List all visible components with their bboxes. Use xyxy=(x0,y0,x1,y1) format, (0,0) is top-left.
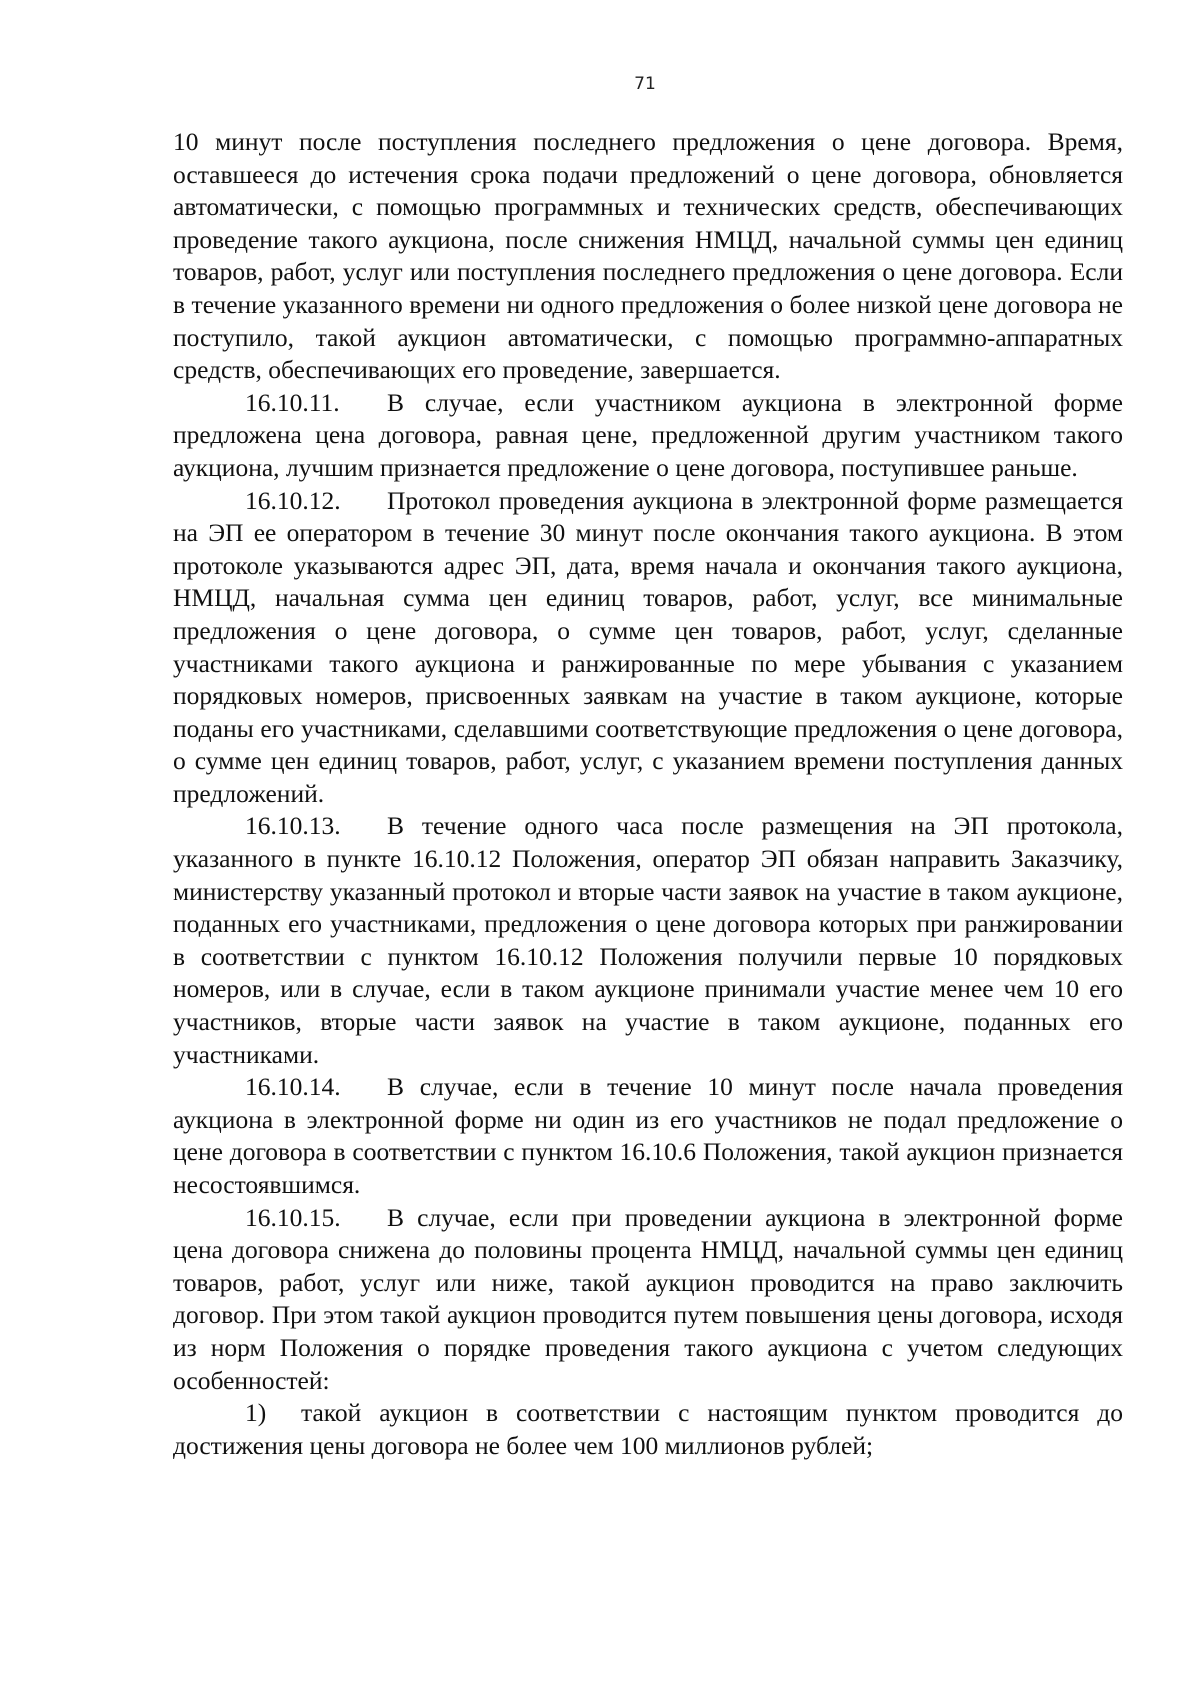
clause-16-10-11 xyxy=(173,387,1123,485)
clause-number: 16.10.14. xyxy=(245,1072,341,1102)
document-body xyxy=(173,126,1123,1462)
clause-text: Протокол проведения аукциона в электронной форме размещается на ЭП ее оператором в течение 30 минут после окончания такого аукциона. В этом протоколе указываются адрес ЭП, дата, время начала и окончания такого аукциона, НМЦД, начальная сумма цен единиц товаров, работ, услуг, все минимальные предложения о цене договора, о сумме цен товаров, работ, услуг, сделанные участниками такого аукциона и ранжированные по мере убывания с указанием порядковых номеров, присвоенных заявкам на участие в таком аукционе, которые поданы его участниками, сделавшими соответствующие предложения о цене договора, о сумме цен единиц товаров, работ, услуг, с указанием времени поступления данных предложений. xyxy=(173,485,1123,808)
clause-16-10-15 xyxy=(173,1202,1123,1398)
page-number: 71 xyxy=(634,74,656,94)
clause-16-10-14 xyxy=(173,1071,1123,1201)
clause-16-10-12 xyxy=(173,485,1123,811)
clause-text: В случае, если в течение 10 минут после начала проведения аукциона в электронной форме ни один из его участников не подал предложение о цене договора в соответствии с пунктом 16.10.6 Положения, такой аукцион признается несостоявшимся. xyxy=(173,1072,1123,1199)
clause-number: 16.10.12. xyxy=(245,485,341,515)
clause-number: 16.10.11. xyxy=(245,387,340,417)
clause-text: В случае, если участником аукциона в электронной форме предложена цена договора, равная цене, предложенной другим участником такого аукциона, лучшим признается предложение о цене договора, поступившее раньше. xyxy=(173,387,1123,482)
clause-16-10-13 xyxy=(173,810,1123,1071)
clause-text: В течение одного часа после размещения на ЭП протокола, указанного в пункте 16.10.12 Положения, оператор ЭП обязан направить Заказчику, министерству указанный протокол и вторые части заявок на участие в таком аукционе, поданных его участниками, предложения о цене договора которых при ранжировании в соответствии с пунктом 16.10.12 Положения получили первые 10 порядковых номеров, или в случае, если в таком аукционе принимали участие менее чем 10 его участников, вторые части заявок на участие в таком аукционе, поданных его участниками. xyxy=(173,811,1123,1069)
opening-paragraph: 10 минут после поступления последнего предложения о цене договора. Время, оставшееся до истечения срока подачи предложений о цене договора, обновляется автоматически, с помощью программных и технических средств, обеспечивающих проведение такого аукциона, после снижения НМЦД, начальной суммы цен единиц товаров, работ, услуг или поступления последнего предложения о цене договора. Если в течение указанного времени ни одного предложения о более низкой цене договора не поступило, такой аукцион автоматически, с помощью программно-аппаратных средств, обеспечивающих его проведение, завершается. xyxy=(173,127,1123,385)
clause-number: 16.10.15. xyxy=(245,1202,341,1232)
list-item-text: такой аукцион в соответствии с настоящим пунктом проводится до достижения цены договора не более чем 100 миллионов рублей; xyxy=(173,1398,1123,1460)
list-item-number: 1) xyxy=(245,1398,267,1428)
clause-text: В случае, если при проведении аукциона в электронной форме цена договора снижена до половины процента НМЦД, начальной суммы цен единиц товаров, работ, услуг или ниже, такой аукцион проводится на право заключить договор. При этом такой аукцион проводится путем повышения цены договора, исходя из норм Положения о порядке проведения такого аукциона с учетом следующих особенностей: xyxy=(173,1202,1123,1395)
list-item-1 xyxy=(173,1397,1123,1462)
clause-number: 16.10.13. xyxy=(245,811,341,841)
